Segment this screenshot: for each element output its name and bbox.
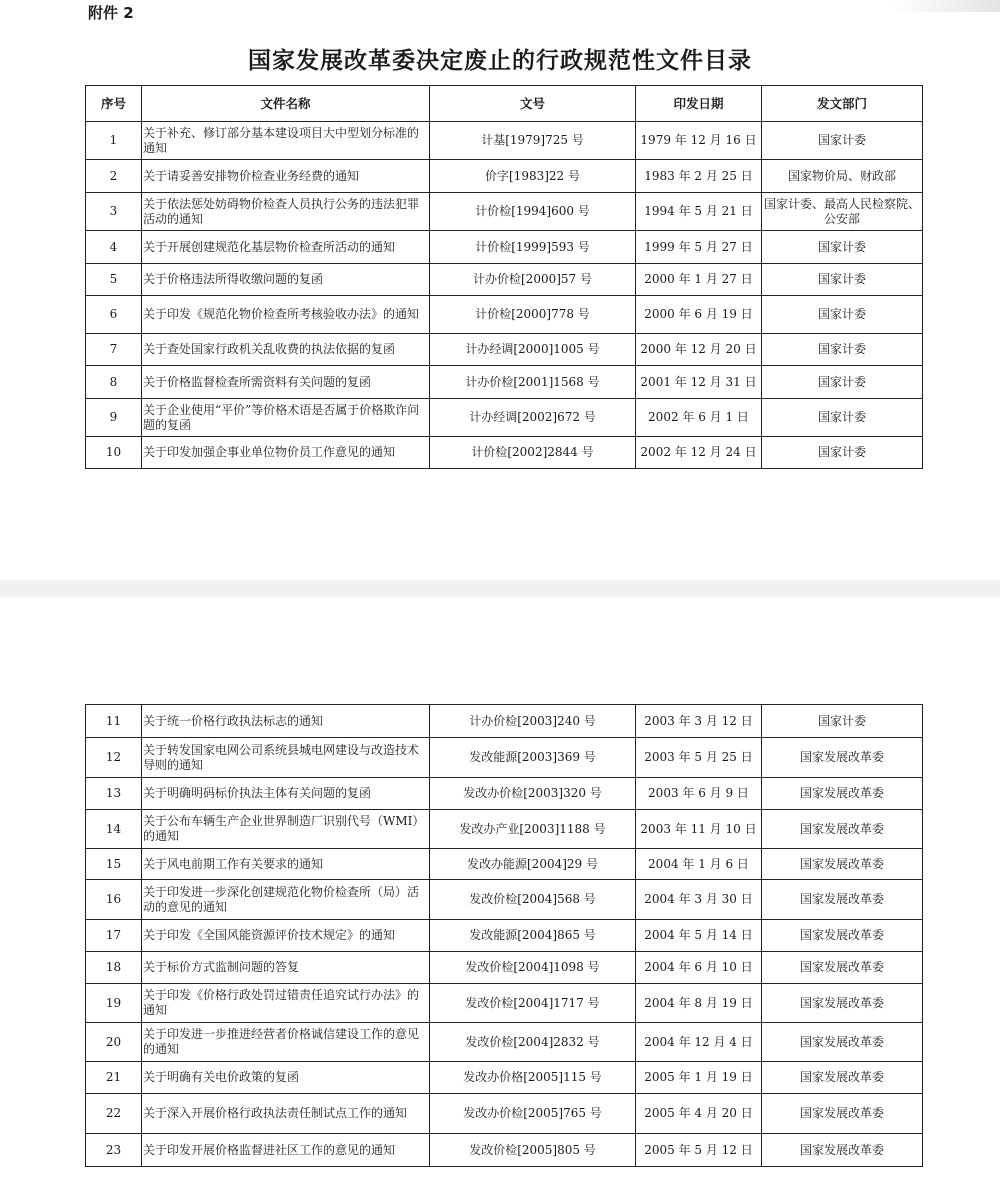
row-doc-number: 发改能源[2003]369 号: [430, 738, 636, 778]
row-seq-number: 19: [86, 984, 142, 1023]
row-department: 国家发展改革委: [762, 1094, 923, 1134]
row-doc-number: 发改价检[2005]805 号: [430, 1134, 636, 1167]
annex-label: 附件 2: [88, 4, 134, 22]
table-row: [86, 366, 923, 399]
document-title: 国家发展改革委决定废止的行政规范性文件目录: [248, 48, 752, 74]
table-row: [86, 437, 923, 469]
row-seq-number: 17: [86, 920, 142, 952]
row-file-name: 关于开展创建规范化基层物价检查所活动的通知: [142, 231, 430, 264]
row-seq-number: 18: [86, 952, 142, 984]
table-row: [86, 399, 923, 437]
row-file-name: 关于公布车辆生产企业世界制造厂识别代号（WMI）的通知: [142, 810, 430, 849]
table-row: [86, 849, 923, 880]
table-header-row: [86, 86, 923, 122]
row-department: 国家发展改革委: [762, 1134, 923, 1167]
row-seq-number: 20: [86, 1023, 142, 1062]
table-row: [86, 810, 923, 849]
row-seq-number: 5: [86, 264, 142, 296]
row-file-name: 关于深入开展价格行政执法责任制试点工作的通知: [142, 1094, 430, 1134]
row-doc-number: 计办经调[2002]672 号: [430, 399, 636, 437]
row-seq-number: 1: [86, 122, 142, 160]
table-row: [86, 1094, 923, 1134]
row-doc-number: 发改价检[2004]1098 号: [430, 952, 636, 984]
row-issue-date: 2003 年 6 月 9 日: [636, 778, 762, 810]
row-seq-number: 13: [86, 778, 142, 810]
row-file-name: 关于统一价格行政执法标志的通知: [142, 705, 430, 738]
row-seq-number: 9: [86, 399, 142, 437]
row-doc-number: 计价检[2000]778 号: [430, 296, 636, 334]
row-issue-date: 1999 年 5 月 27 日: [636, 231, 762, 264]
row-file-name: 关于查处国家行政机关乱收费的执法依据的复函: [142, 334, 430, 366]
row-doc-number: 计办价检[2003]240 号: [430, 705, 636, 738]
row-department: 国家计委: [762, 122, 923, 160]
row-doc-number: 计价检[1999]593 号: [430, 231, 636, 264]
row-seq-number: 14: [86, 810, 142, 849]
row-doc-number: 价字[1983]22 号: [430, 160, 636, 193]
header-doc-number: 文号: [430, 86, 636, 122]
row-department: 国家物价局、财政部: [762, 160, 923, 193]
row-department: 国家计委: [762, 231, 923, 264]
table-row: [86, 231, 923, 264]
table-row: [86, 122, 923, 160]
header-file-name: 文件名称: [142, 86, 430, 122]
row-department: 国家计委、最高人民检察院、公安部: [762, 193, 923, 231]
row-seq-number: 7: [86, 334, 142, 366]
row-issue-date: 2005 年 5 月 12 日: [636, 1134, 762, 1167]
row-file-name: 关于印发加强企事业单位物价员工作意见的通知: [142, 437, 430, 469]
row-doc-number: 发改办产业[2003]1188 号: [430, 810, 636, 849]
table-row: [86, 1023, 923, 1062]
header-seq: 序号: [86, 86, 142, 122]
table-row: [86, 952, 923, 984]
row-file-name: 关于价格违法所得收缴问题的复函: [142, 264, 430, 296]
table-row: [86, 334, 923, 366]
row-seq-number: 8: [86, 366, 142, 399]
row-doc-number: 计办价检[2001]1568 号: [430, 366, 636, 399]
row-doc-number: 发改价检[2004]2832 号: [430, 1023, 636, 1062]
row-seq-number: 16: [86, 880, 142, 920]
row-department: 国家发展改革委: [762, 1062, 923, 1094]
row-file-name: 关于印发进一步深化创建规范化物价检查所（局）活动的意见的通知: [142, 880, 430, 920]
row-seq-number: 12: [86, 738, 142, 778]
row-department: 国家计委: [762, 366, 923, 399]
row-department: 国家发展改革委: [762, 738, 923, 778]
row-doc-number: 发改办价检[2005]765 号: [430, 1094, 636, 1134]
row-doc-number: 发改办价格[2005]115 号: [430, 1062, 636, 1094]
row-department: 国家发展改革委: [762, 810, 923, 849]
table-row: [86, 296, 923, 334]
page-separator: [0, 580, 1000, 598]
row-department: 国家计委: [762, 705, 923, 738]
row-issue-date: 2000 年 12 月 20 日: [636, 334, 762, 366]
row-issue-date: 2002 年 6 月 1 日: [636, 399, 762, 437]
row-file-name: 关于明确有关电价政策的复函: [142, 1062, 430, 1094]
row-doc-number: 计价检[1994]600 号: [430, 193, 636, 231]
table-row: [86, 880, 923, 920]
row-issue-date: 1979 年 12 月 16 日: [636, 122, 762, 160]
row-department: 国家发展改革委: [762, 778, 923, 810]
row-department: 国家发展改革委: [762, 849, 923, 880]
row-file-name: 关于明确明码标价执法主体有关问题的复函: [142, 778, 430, 810]
row-issue-date: 2003 年 11 月 10 日: [636, 810, 762, 849]
row-doc-number: 发改价检[2004]1717 号: [430, 984, 636, 1023]
row-doc-number: 发改价检[2004]568 号: [430, 880, 636, 920]
row-seq-number: 21: [86, 1062, 142, 1094]
row-issue-date: 2000 年 1 月 27 日: [636, 264, 762, 296]
row-seq-number: 15: [86, 849, 142, 880]
row-issue-date: 2004 年 6 月 10 日: [636, 952, 762, 984]
row-file-name: 关于转发国家电网公司系统县城电网建设与改造技术导则的通知: [142, 738, 430, 778]
row-file-name: 关于价格监督检查所需资料有关问题的复函: [142, 366, 430, 399]
row-file-name: 关于补充、修订部分基本建设项目大中型划分标准的通知: [142, 122, 430, 160]
table-row: [86, 1134, 923, 1167]
row-issue-date: 2003 年 3 月 12 日: [636, 705, 762, 738]
row-seq-number: 4: [86, 231, 142, 264]
row-doc-number: 计办经调[2000]1005 号: [430, 334, 636, 366]
row-department: 国家计委: [762, 437, 923, 469]
row-seq-number: 3: [86, 193, 142, 231]
row-issue-date: 2005 年 1 月 19 日: [636, 1062, 762, 1094]
document-page-2: [0, 598, 1000, 1183]
row-issue-date: 2004 年 8 月 19 日: [636, 984, 762, 1023]
table-row: [86, 984, 923, 1023]
catalog-table-page-2: [85, 704, 923, 1167]
row-department: 国家发展改革委: [762, 920, 923, 952]
row-seq-number: 2: [86, 160, 142, 193]
row-file-name: 关于印发《价格行政处罚过错责任追究试行办法》的通知: [142, 984, 430, 1023]
row-issue-date: 2004 年 12 月 4 日: [636, 1023, 762, 1062]
row-seq-number: 6: [86, 296, 142, 334]
row-seq-number: 22: [86, 1094, 142, 1134]
row-department: 国家计委: [762, 264, 923, 296]
row-doc-number: 发改办价检[2003]320 号: [430, 778, 636, 810]
row-file-name: 关于请妥善安排物价检查业务经费的通知: [142, 160, 430, 193]
document-page-1: [0, 0, 1000, 580]
row-issue-date: 1983 年 2 月 25 日: [636, 160, 762, 193]
table-row: [86, 778, 923, 810]
table-row: [86, 705, 923, 738]
row-department: 国家计委: [762, 296, 923, 334]
row-issue-date: 1994 年 5 月 21 日: [636, 193, 762, 231]
catalog-table-page-1: [85, 85, 923, 469]
row-file-name: 关于印发进一步推进经营者价格诚信建设工作的意见的通知: [142, 1023, 430, 1062]
row-file-name: 关于依法惩处妨碍物价检查人员执行公务的违法犯罪活动的通知: [142, 193, 430, 231]
row-department: 国家发展改革委: [762, 880, 923, 920]
row-file-name: 关于标价方式监制问题的答复: [142, 952, 430, 984]
row-doc-number: 发改办能源[2004]29 号: [430, 849, 636, 880]
row-seq-number: 11: [86, 705, 142, 738]
row-issue-date: 2000 年 6 月 19 日: [636, 296, 762, 334]
header-department: 发文部门: [762, 86, 923, 122]
row-issue-date: 2004 年 3 月 30 日: [636, 880, 762, 920]
page-corner-shadow: [890, 0, 1000, 12]
row-seq-number: 23: [86, 1134, 142, 1167]
row-issue-date: 2001 年 12 月 31 日: [636, 366, 762, 399]
row-file-name: 关于风电前期工作有关要求的通知: [142, 849, 430, 880]
row-department: 国家计委: [762, 399, 923, 437]
row-doc-number: 计办价检[2000]57 号: [430, 264, 636, 296]
row-issue-date: 2005 年 4 月 20 日: [636, 1094, 762, 1134]
row-department: 国家发展改革委: [762, 1023, 923, 1062]
row-issue-date: 2003 年 5 月 25 日: [636, 738, 762, 778]
row-issue-date: 2004 年 5 月 14 日: [636, 920, 762, 952]
header-issue-date: 印发日期: [636, 86, 762, 122]
row-issue-date: 2002 年 12 月 24 日: [636, 437, 762, 469]
row-department: 国家计委: [762, 334, 923, 366]
table-row: [86, 738, 923, 778]
row-file-name: 关于印发《规范化物价检查所考核验收办法》的通知: [142, 296, 430, 334]
row-doc-number: 计价检[2002]2844 号: [430, 437, 636, 469]
row-doc-number: 计基[1979]725 号: [430, 122, 636, 160]
table-row: [86, 1062, 923, 1094]
table-row: [86, 264, 923, 296]
row-department: 国家发展改革委: [762, 984, 923, 1023]
row-file-name: 关于企业使用“平价”等价格术语是否属于价格欺诈问题的复函: [142, 399, 430, 437]
row-file-name: 关于印发《全国风能资源评价技术规定》的通知: [142, 920, 430, 952]
row-file-name: 关于印发开展价格监督进社区工作的意见的通知: [142, 1134, 430, 1167]
row-department: 国家发展改革委: [762, 952, 923, 984]
table-row: [86, 920, 923, 952]
table-row: [86, 160, 923, 193]
row-issue-date: 2004 年 1 月 6 日: [636, 849, 762, 880]
row-doc-number: 发改能源[2004]865 号: [430, 920, 636, 952]
table-row: [86, 193, 923, 231]
row-seq-number: 10: [86, 437, 142, 469]
